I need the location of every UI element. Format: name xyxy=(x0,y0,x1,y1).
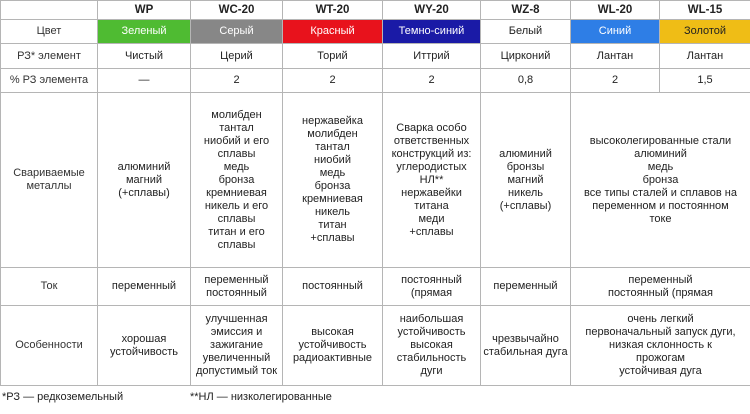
text-line: сплавы xyxy=(217,212,256,225)
text-line: эмиссия и xyxy=(210,326,263,338)
metals-cell-wl xyxy=(571,93,750,268)
percent-cell: 0,8 xyxy=(481,69,571,93)
text-line: (+сплавы) xyxy=(499,199,552,212)
metals-cell-wy20 xyxy=(383,93,481,268)
text-line: (прямая xyxy=(410,286,453,299)
text-line: устойчивость xyxy=(109,345,179,358)
text-line: хорошая xyxy=(121,332,167,345)
text-line: алюминий xyxy=(117,160,171,173)
color-label: Цвет xyxy=(1,20,98,44)
text-line: медь xyxy=(647,160,674,173)
metals-cell-wp xyxy=(98,93,191,268)
text-line: бронза xyxy=(642,173,679,186)
text-line: металлы xyxy=(26,180,72,192)
text-line: кремниевая xyxy=(206,186,267,199)
color-cell-wy20: Темно-синий xyxy=(383,20,481,44)
color-cell-wz8: Белый xyxy=(481,20,571,44)
text-line: конструкций из: xyxy=(391,147,472,160)
metals-row xyxy=(1,93,750,268)
current-cell-wy20 xyxy=(383,268,481,306)
text-line: ответственных xyxy=(393,134,470,147)
header-blank xyxy=(1,1,98,20)
current-cell-wt20 xyxy=(283,268,383,306)
metals-label xyxy=(1,93,98,268)
color-cell-wl15: Золотой xyxy=(660,20,750,44)
percent-cell: 1,5 xyxy=(660,69,750,93)
text-line: низкая склонность к xyxy=(609,339,712,351)
element-cell: Цирконий xyxy=(481,44,571,69)
percent-cell: 2 xyxy=(571,69,660,93)
text-line: устойчивость xyxy=(397,326,466,338)
text-line: нержавейки xyxy=(401,186,462,199)
text-line: постоянный xyxy=(401,273,462,286)
text-line: чрезвычайно xyxy=(492,332,559,345)
header-wl20: WL-20 xyxy=(571,1,660,20)
text-line: молибден xyxy=(211,108,262,121)
text-line: постоянный xyxy=(206,286,267,299)
color-cell-wt20: Красный xyxy=(283,20,383,44)
element-label: РЗ* элемент xyxy=(1,44,98,69)
text-line: никель и его xyxy=(204,199,269,212)
text-line: увеличенный xyxy=(202,352,271,364)
text-line: все типы сталей и сплавов на xyxy=(584,186,737,199)
text-line: тантал xyxy=(219,121,254,134)
element-cell: Церий xyxy=(191,44,283,69)
current-cell-wl xyxy=(571,268,750,306)
text-line: высокая xyxy=(311,326,354,338)
text-line: нержавейка xyxy=(302,115,363,127)
features-cell-wt20 xyxy=(283,306,383,386)
text-line: токе xyxy=(649,212,672,225)
element-cell: Лантан xyxy=(660,44,750,69)
percent-cell: 2 xyxy=(383,69,481,93)
header-wy20: WY-20 xyxy=(383,1,481,20)
text-line: ниобий и его xyxy=(203,134,270,147)
current-cell-wc20 xyxy=(191,268,283,306)
text-line: очень легкий xyxy=(627,313,694,325)
text-line: переменном и постоянном xyxy=(592,199,729,212)
text-line: переменный xyxy=(493,280,558,292)
features-cell-wy20 xyxy=(383,306,481,386)
header-wt20: WT-20 xyxy=(283,1,383,20)
text-line: переменный xyxy=(111,280,177,292)
text-line: переменный xyxy=(628,273,693,286)
text-line: бронзы xyxy=(506,160,545,173)
current-cell-wz8 xyxy=(481,268,571,306)
text-line: ниобий xyxy=(314,154,351,166)
percent-cell: — xyxy=(98,69,191,93)
features-cell-wz8 xyxy=(481,306,571,386)
text-line: стабильная дуга xyxy=(483,345,568,358)
text-line: постоянный (прямая xyxy=(607,286,714,299)
features-cell-wp xyxy=(98,306,191,386)
metals-cell-wz8 xyxy=(481,93,571,268)
text-line: радиоактивные xyxy=(292,352,373,364)
percent-cell: 2 xyxy=(283,69,383,93)
text-line: (+сплавы) xyxy=(118,186,170,199)
footnote-rare-earth: *РЗ — редкоземельный xyxy=(2,391,124,403)
text-line: устойчивость xyxy=(298,339,367,351)
text-line: стабильность xyxy=(396,352,467,364)
text-line: устойчивая дуга xyxy=(619,365,702,377)
text-line: тантал xyxy=(315,141,350,153)
text-line: кремниевая xyxy=(302,193,363,205)
text-line: улучшенная xyxy=(205,313,268,325)
text-line: магний xyxy=(125,173,163,186)
text-line: Свариваемые xyxy=(13,167,85,179)
text-line: Сварка особо xyxy=(396,121,467,134)
current-row xyxy=(1,268,750,306)
text-line: прожогам xyxy=(636,352,685,364)
metals-cell-wc20 xyxy=(191,93,283,268)
percent-row xyxy=(1,69,750,93)
text-line: медь xyxy=(319,167,346,179)
text-line: медь xyxy=(223,160,250,173)
header-wc20: WC-20 xyxy=(191,1,283,20)
element-cell: Чистый xyxy=(98,44,191,69)
text-line: никель xyxy=(507,186,544,199)
text-line: высоколегированные стали xyxy=(589,134,732,147)
features-row xyxy=(1,306,750,386)
footnote-low-alloy: **НЛ — низколегированные xyxy=(190,391,332,403)
header-wp: WP xyxy=(98,1,191,20)
text-line: переменный xyxy=(204,273,269,286)
text-line: алюминий xyxy=(499,147,552,160)
text-line: зажигание xyxy=(210,339,263,351)
metals-cell-wt20 xyxy=(283,93,383,268)
text-line: постоянный xyxy=(302,280,363,292)
text-line: титан xyxy=(318,219,347,231)
features-label: Особенности xyxy=(1,306,98,386)
element-cell: Лантан xyxy=(571,44,660,69)
text-line: НЛ** xyxy=(419,173,444,186)
header-wz8: WZ-8 xyxy=(481,1,571,20)
text-line: углеродистых xyxy=(396,160,467,173)
text-line: титана xyxy=(414,199,449,212)
percent-label: % РЗ элемента xyxy=(1,69,98,93)
text-line: бронза xyxy=(218,173,255,186)
header-wl15: WL-15 xyxy=(660,1,750,20)
text-line: бронза xyxy=(314,180,351,192)
current-cell-wp xyxy=(98,268,191,306)
features-cell-wc20 xyxy=(191,306,283,386)
features-cell-wl xyxy=(571,306,750,386)
text-line: алюминий xyxy=(634,147,687,160)
text-line: сплавы xyxy=(217,147,256,160)
text-line: допустимый ток xyxy=(195,365,278,377)
text-line: дуги xyxy=(420,365,443,377)
element-cell: Торий xyxy=(283,44,383,69)
color-cell-wp: Зеленый xyxy=(98,20,191,44)
current-label: Ток xyxy=(1,268,98,306)
text-line: наибольшая xyxy=(399,313,464,325)
text-line: молибден xyxy=(307,128,358,140)
text-line: магний xyxy=(507,173,544,186)
color-cell-wl20: Синий xyxy=(571,20,660,44)
element-row xyxy=(1,44,750,69)
percent-cell: 2 xyxy=(191,69,283,93)
color-row xyxy=(1,20,750,44)
element-cell: Иттрий xyxy=(383,44,481,69)
text-line: +сплавы xyxy=(310,232,355,244)
color-cell-wc20: Серый xyxy=(191,20,283,44)
text-line: первоначальный запуск дуги, xyxy=(585,326,736,338)
text-line: +сплавы xyxy=(409,225,454,238)
text-line: меди xyxy=(418,212,445,225)
text-line: титан и его xyxy=(208,225,265,238)
text-line: никель xyxy=(314,206,351,218)
text-line: сплавы xyxy=(217,238,256,251)
text-line: высокая xyxy=(410,339,453,351)
header-row xyxy=(1,1,750,20)
